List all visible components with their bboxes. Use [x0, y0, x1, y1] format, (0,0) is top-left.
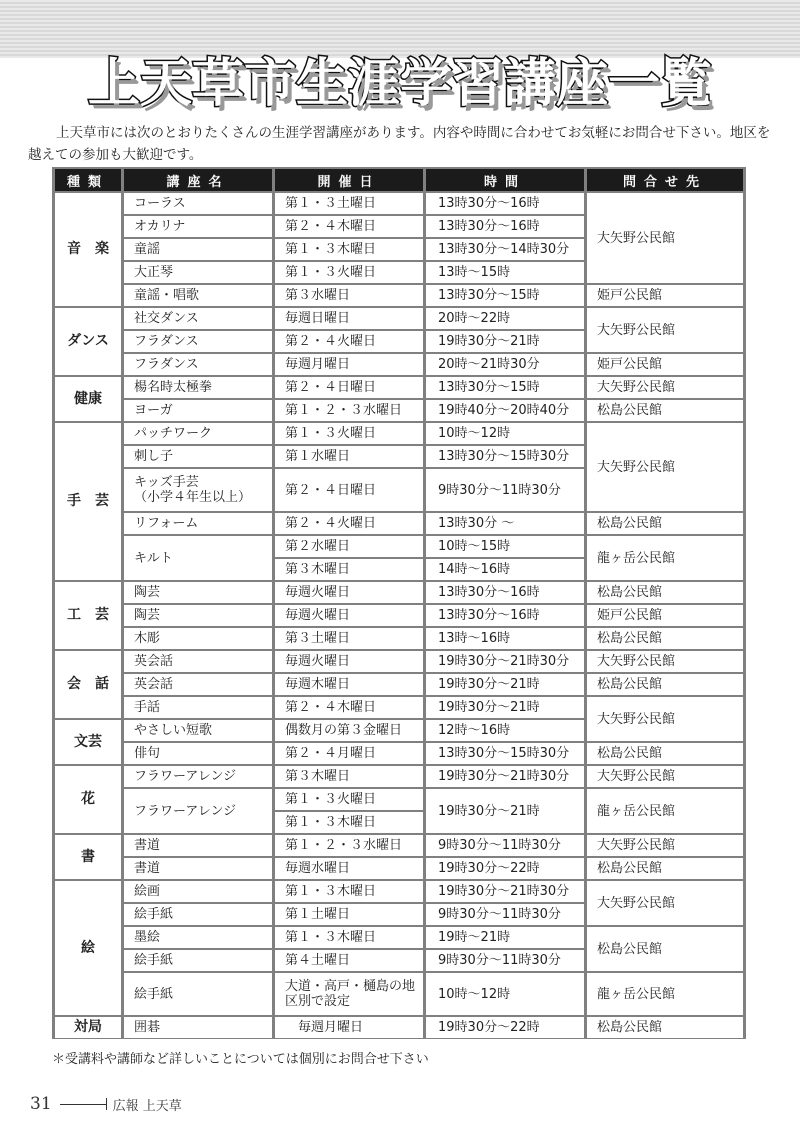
- course-name: 墨絵: [124, 927, 272, 948]
- course-name: 童謡: [124, 239, 272, 260]
- table-row: [55, 308, 743, 329]
- course-time: 13時30分～16時: [426, 216, 584, 237]
- course-day: 第１水曜日: [275, 446, 423, 467]
- column-header-course-name: 講座名: [124, 169, 272, 191]
- course-time: 13時30分～15時30分: [426, 743, 584, 764]
- course-venue: 松島公民館: [587, 1017, 743, 1038]
- table-row: [55, 973, 743, 1015]
- table-row: [55, 285, 743, 306]
- table-row: [55, 697, 743, 718]
- course-venue: 大矢野公民館: [587, 308, 743, 352]
- category-cell: 健康: [55, 377, 121, 421]
- column-header-day: 開催日: [275, 169, 423, 191]
- course-name: 楊名時太極拳: [124, 377, 272, 398]
- course-venue: 龍ヶ岳公民館: [587, 973, 743, 1015]
- course-day: 第３木曜日: [275, 766, 423, 787]
- course-day: 第３土曜日: [275, 628, 423, 649]
- course-day: 第４土曜日: [275, 950, 423, 971]
- course-name-line2: （小学４年生以上）: [134, 490, 252, 505]
- course-day: 偶数月の第３金曜日: [275, 720, 423, 741]
- course-day: 第１・３木曜日: [275, 927, 423, 948]
- category-cell: 会 話: [55, 651, 121, 718]
- column-header-contact: 問合せ先: [587, 169, 743, 191]
- course-name: フラワーアレンジ: [124, 766, 272, 787]
- course-time: 19時30分～21時: [426, 697, 584, 718]
- course-name: フラダンス: [124, 331, 272, 352]
- course-day: 毎週火曜日: [275, 605, 423, 626]
- course-day: 第２・４木曜日: [275, 216, 423, 237]
- course-name: 社交ダンス: [124, 308, 272, 329]
- course-day: 第２・４火曜日: [275, 331, 423, 352]
- course-venue: 大矢野公民館: [587, 423, 743, 511]
- course-time: 19時30分～21時30分: [426, 881, 584, 902]
- course-time: 13時30分～15時: [426, 285, 584, 306]
- course-day: 第１・３木曜日: [275, 812, 423, 833]
- table-row: [55, 789, 743, 810]
- course-day-line1: 大道・高戸・樋島の地: [285, 979, 416, 994]
- course-day: 毎週火曜日: [275, 651, 423, 672]
- course-time: 13時30分～14時30分: [426, 239, 584, 260]
- category-cell: 工 芸: [55, 582, 121, 649]
- course-name-line1: キッズ手芸: [134, 475, 199, 490]
- course-name: リフォーム: [124, 513, 272, 534]
- course-name: キルト: [124, 536, 272, 580]
- page-title: 上天草市生涯学習講座一覧: [87, 54, 712, 114]
- course-time: 19時～21時: [426, 927, 584, 948]
- course-day: 第１・２・３水曜日: [275, 835, 423, 856]
- table-row: [55, 835, 743, 856]
- course-name: やさしい短歌: [124, 720, 272, 741]
- footer-rule: [60, 1104, 106, 1105]
- course-venue: 龍ヶ岳公民館: [587, 536, 743, 580]
- table-row: [55, 423, 743, 444]
- course-venue: 松島公民館: [587, 858, 743, 879]
- course-name: 木彫: [124, 628, 272, 649]
- course-name: 絵手紙: [124, 904, 272, 925]
- course-venue: 松島公民館: [587, 582, 743, 603]
- course-venue: 姫戸公民館: [587, 605, 743, 626]
- table-row: [55, 193, 743, 214]
- course-day: 第２・４木曜日: [275, 697, 423, 718]
- course-day: 毎週日曜日: [275, 308, 423, 329]
- intro-text: 上天草市には次のとおりたくさんの生涯学習講座があります。内容や時間に合わせてお気軽にお問合せ下さい。地区を越えての参加も大歓迎です。: [28, 125, 771, 163]
- course-day: 第１・３火曜日: [275, 423, 423, 444]
- course-time: 12時～16時: [426, 720, 584, 741]
- course-day: 第１・３火曜日: [275, 262, 423, 283]
- course-time: 9時30分～11時30分: [426, 904, 584, 925]
- course-name: 手話: [124, 697, 272, 718]
- table-row: [55, 743, 743, 764]
- course-day: 第２・４日曜日: [275, 377, 423, 398]
- course-time: 13時30分～15時: [426, 377, 584, 398]
- table-row: [55, 674, 743, 695]
- course-venue: 姫戸公民館: [587, 354, 743, 375]
- category-cell: 書: [55, 835, 121, 879]
- course-day: 第１・３木曜日: [275, 881, 423, 902]
- table-row: [55, 536, 743, 557]
- course-time: 13時30分～16時: [426, 582, 584, 603]
- course-venue: 松島公民館: [587, 513, 743, 534]
- course-day: 毎週水曜日: [275, 858, 423, 879]
- course-time: 19時30分～21時: [426, 674, 584, 695]
- course-name: 囲碁: [124, 1017, 272, 1038]
- course-day: 毎週火曜日: [275, 582, 423, 603]
- course-time: 19時30分～22時: [426, 1017, 584, 1038]
- course-day: 第２・４月曜日: [275, 743, 423, 764]
- course-day: 第１・３土曜日: [275, 193, 423, 214]
- course-day: [275, 973, 423, 1015]
- table-row: [55, 354, 743, 375]
- course-name: 英会話: [124, 674, 272, 695]
- category-cell: 対局: [55, 1017, 121, 1038]
- course-time: 10時～12時: [426, 423, 584, 444]
- course-day: 毎週月曜日: [275, 1017, 423, 1038]
- course-name: 大正琴: [124, 262, 272, 283]
- course-name: 俳句: [124, 743, 272, 764]
- course-name: オカリナ: [124, 216, 272, 237]
- course-time: 14時～16時: [426, 559, 584, 580]
- table-row: [55, 766, 743, 787]
- course-day: 第１・３木曜日: [275, 239, 423, 260]
- course-name: 陶芸: [124, 605, 272, 626]
- course-venue: 松島公民館: [587, 674, 743, 695]
- course-name: 絵手紙: [124, 973, 272, 1015]
- course-name: 書道: [124, 835, 272, 856]
- course-venue: 大矢野公民館: [587, 193, 743, 283]
- course-venue: 大矢野公民館: [587, 881, 743, 925]
- course-time: 20時～21時30分: [426, 354, 584, 375]
- table-row: [55, 400, 743, 421]
- course-name: 童謡・唱歌: [124, 285, 272, 306]
- course-day: 第１・２・３水曜日: [275, 400, 423, 421]
- course-day: 第２水曜日: [275, 536, 423, 557]
- course-venue: 大矢野公民館: [587, 697, 743, 741]
- course-time: 13時～15時: [426, 262, 584, 283]
- table-row: [55, 513, 743, 534]
- course-name: 書道: [124, 858, 272, 879]
- table-row: [55, 927, 743, 948]
- course-time: 13時30分～15時30分: [426, 446, 584, 467]
- course-time: 19時30分～21時: [426, 789, 584, 833]
- course-name: 絵画: [124, 881, 272, 902]
- footnote: ＊受講料や講師など詳しいことについては個別にお問合せ下さい: [52, 1052, 429, 1067]
- category-cell: 手 芸: [55, 423, 121, 580]
- course-venue: 松島公民館: [587, 400, 743, 421]
- course-venue: 大矢野公民館: [587, 766, 743, 787]
- category-cell: 音 楽: [55, 193, 121, 306]
- category-cell: 花: [55, 766, 121, 833]
- course-time: 9時30分～11時30分: [426, 950, 584, 971]
- course-day: 第２・４火曜日: [275, 513, 423, 534]
- course-name: パッチワーク: [124, 423, 272, 444]
- course-time: 13時～16時: [426, 628, 584, 649]
- course-day: 毎週木曜日: [275, 674, 423, 695]
- course-venue: 松島公民館: [587, 927, 743, 971]
- course-venue: 松島公民館: [587, 743, 743, 764]
- course-venue: 大矢野公民館: [587, 835, 743, 856]
- course-name: 刺し子: [124, 446, 272, 467]
- course-time: 9時30分～11時30分: [426, 469, 584, 511]
- table-row: [55, 377, 743, 398]
- course-name: 英会話: [124, 651, 272, 672]
- course-time: 10時～12時: [426, 973, 584, 1015]
- course-day: 毎週月曜日: [275, 354, 423, 375]
- table-row: [55, 1017, 743, 1038]
- course-time: 19時30分～22時: [426, 858, 584, 879]
- table-row: [55, 858, 743, 879]
- publication-name: 広報 上天草: [112, 1098, 182, 1114]
- course-time: 9時30分～11時30分: [426, 835, 584, 856]
- course-time: 20時～22時: [426, 308, 584, 329]
- course-time: 13時30分～16時: [426, 193, 584, 214]
- course-name: 陶芸: [124, 582, 272, 603]
- category-cell: 絵: [55, 881, 121, 1015]
- table-row: [55, 628, 743, 649]
- course-day: 第１・３火曜日: [275, 789, 423, 810]
- course-venue: 大矢野公民館: [587, 377, 743, 398]
- page-number: 31: [30, 1094, 52, 1114]
- course-day: 第３水曜日: [275, 285, 423, 306]
- course-time: 19時40分～20時40分: [426, 400, 584, 421]
- course-day: 第３木曜日: [275, 559, 423, 580]
- course-time: 19時30分～21時: [426, 331, 584, 352]
- course-venue: 大矢野公民館: [587, 651, 743, 672]
- table-row: [55, 582, 743, 603]
- course-venue: 松島公民館: [587, 628, 743, 649]
- course-name: コーラス: [124, 193, 272, 214]
- column-header-category: 種類: [55, 169, 121, 191]
- course-table: [52, 167, 746, 1040]
- course-name: 絵手紙: [124, 950, 272, 971]
- course-name: フラダンス: [124, 354, 272, 375]
- course-day: 第２・４日曜日: [275, 469, 423, 511]
- course-name: [124, 469, 272, 511]
- course-day-line2: 区別で設定: [285, 994, 351, 1009]
- table-row: [55, 651, 743, 672]
- course-time: 19時30分～21時30分: [426, 766, 584, 787]
- course-time: 19時30分～21時30分: [426, 651, 584, 672]
- footer-tick: [106, 1098, 107, 1110]
- course-name: ヨーガ: [124, 400, 272, 421]
- course-time: 10時～15時: [426, 536, 584, 557]
- course-venue: 龍ヶ岳公民館: [587, 789, 743, 833]
- course-name: フラワーアレンジ: [124, 789, 272, 833]
- column-header-time: 時間: [426, 169, 584, 191]
- course-table-frame: [52, 167, 746, 1039]
- course-time: 13時30分 ～: [426, 513, 584, 534]
- page-footer: [30, 1092, 182, 1116]
- table-row: [55, 881, 743, 902]
- course-time: 13時30分～16時: [426, 605, 584, 626]
- course-venue: 姫戸公民館: [587, 285, 743, 306]
- category-cell: 文芸: [55, 720, 121, 764]
- category-cell: ダンス: [55, 308, 121, 375]
- course-day: 第１土曜日: [275, 904, 423, 925]
- table-row: [55, 605, 743, 626]
